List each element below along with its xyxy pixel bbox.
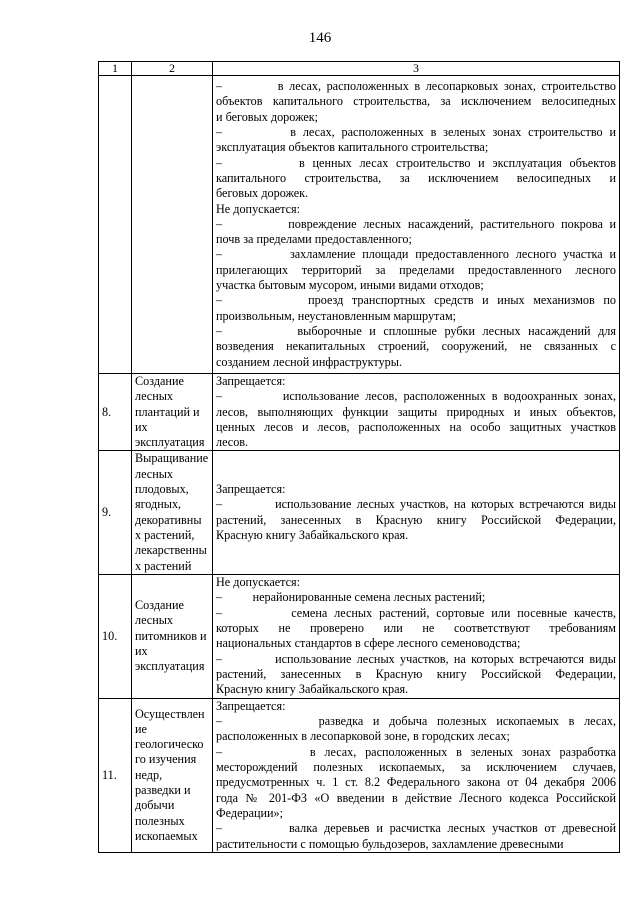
table-header-row: [99, 62, 620, 76]
row-number: 10.: [99, 574, 132, 698]
row-number: 8.: [99, 374, 132, 451]
text-line: участка бытовым мусором, иными видами отходов;: [216, 278, 484, 293]
activity-name-line: их: [135, 419, 148, 434]
text-line: – проезд транспортных средств и иных механизмов по: [216, 293, 616, 308]
text-line: лесов.: [216, 435, 249, 450]
activity-name-line: лесных: [135, 613, 174, 628]
text-line: созданием лесной инфраструктуры.: [216, 354, 403, 369]
activity-name-line: разведки и: [135, 782, 191, 797]
row-number-cell: [99, 76, 132, 374]
text-line: расположенных в лесопарковой зоне, в городских лесах;: [216, 729, 510, 744]
text-line: Запрещается:: [216, 374, 286, 388]
text-line: беговых дорожек.: [216, 186, 309, 201]
text-line: – валка деревьев и расчистка лесных участков от древесной: [216, 821, 616, 836]
activity-name-line: эксплуатация: [135, 435, 205, 450]
text-line: – разведка и добыча полезных ископаемых в лесах,: [216, 714, 616, 729]
table-row-11: [99, 698, 620, 852]
text-line: и беговых дорожек;: [216, 109, 319, 124]
text-line: – использование лесов, расположенных в водоохранных зонах,: [216, 389, 616, 404]
text-line: – нерайонированные семена лесных растений;: [216, 590, 486, 605]
activity-name-line: плантаций и: [135, 404, 200, 419]
text-line: растений, занесенных в Красную книгу Российской Федерации,: [216, 512, 616, 527]
activity-name-line: плодовых,: [135, 482, 189, 497]
activity-name-line: Выращивание: [135, 451, 209, 466]
row-number: 11.: [99, 698, 132, 852]
activity-name-line: лесных: [135, 389, 174, 404]
restrictions-cell: [213, 76, 620, 374]
page-number: 146: [308, 30, 332, 46]
text-line: эксплуатация объектов капитального строительства;: [216, 140, 489, 155]
activity-name-cell: [132, 698, 213, 852]
text-line: – захламление площади предоставленного лесного участка и: [216, 247, 616, 262]
activity-name-line: Создание: [135, 598, 184, 613]
activity-name-line: ягодных,: [135, 497, 182, 512]
text-line: года № 201-ФЗ «О введении в действие Лесного кодекса Российской: [216, 790, 616, 805]
activity-name-line: ие: [135, 721, 147, 736]
text-line: прилегающих территорий за пределами предоставленного лесного: [216, 262, 616, 277]
header-col-1: 1: [99, 62, 132, 76]
activity-name-line: ископаемых: [135, 828, 198, 843]
text-line: – семена лесных растений, сортовые или посевные качеств,: [216, 605, 616, 620]
activity-name-line: Создание: [135, 374, 184, 388]
activity-name-cell: [132, 451, 213, 574]
table-row-9: [99, 451, 620, 574]
activity-name-cell: [132, 374, 213, 451]
header-col-2: 2: [132, 62, 213, 76]
activity-name-cell: [132, 76, 213, 374]
row-number: 9.: [99, 451, 132, 574]
text-line: – в лесах, расположенных в лесопарковых зонах, строительство: [216, 79, 616, 94]
activity-name-line: недр,: [135, 767, 163, 782]
text-line: – использование лесных участков, на которых встречаются виды: [216, 497, 616, 512]
restrictions-cell: [213, 451, 620, 574]
restrictions-cell: [213, 574, 620, 698]
activity-name-line: добычи: [135, 798, 175, 813]
activity-name-line: х растений,: [135, 527, 195, 542]
text-line: Запрещается:: [216, 698, 286, 713]
text-line: Федерации»;: [216, 805, 284, 820]
text-line: – выборочные и сплошные рубки лесных насаждений для: [216, 323, 616, 338]
text-line: лесов, выполняющих функции защиты природных и иных объектов,: [216, 404, 616, 419]
activity-name-line: х растений: [135, 558, 192, 573]
table-row-10: [99, 574, 620, 698]
restrictions-table: [98, 61, 620, 853]
text-line: ценных лесов и лесов, расположенных на особо защитных участков: [216, 419, 616, 434]
text-line: предусмотренных ч. 1 ст. 8.2 Федерального закона от 04 декабря 2006: [216, 775, 616, 790]
activity-name-line: лесных: [135, 466, 174, 481]
restrictions-cell: [213, 698, 620, 852]
text-line: месторождений полезных ископаемых, за исключением случаев,: [216, 760, 616, 775]
activity-name-line: декоративны: [135, 512, 202, 527]
activity-name-line: их: [135, 644, 148, 658]
text-line: Не допускается:: [216, 575, 301, 590]
text-line: Не допускается:: [216, 201, 301, 216]
text-line: растительности с помощью бульдозеров, захламление древесными: [216, 836, 564, 851]
header-col-3: 3: [213, 62, 620, 76]
text-line: Запрещается:: [216, 482, 286, 497]
text-line: объектов капитального строительства, за исключением велосипедных: [216, 94, 616, 109]
text-line: – повреждение лесных насаждений, растительного покрова и: [216, 216, 616, 231]
text-line: – использование лесных участков, на которых встречаются виды: [216, 651, 616, 666]
text-line: Красную книгу Забайкальского края.: [216, 527, 409, 542]
activity-name-line: лекарственны: [135, 543, 207, 558]
activity-name-line: Осуществлен: [135, 706, 205, 721]
activity-name-line: го изучения: [135, 752, 197, 767]
text-line: которых не проверено или не соответствуют требованиям: [216, 621, 616, 636]
text-line: национальных стандартов в сфере лесного семеноводства;: [216, 636, 521, 651]
text-line: почв за пределами предоставленного;: [216, 232, 412, 247]
text-line: растений, занесенных в Красную книгу Российской Федерации,: [216, 666, 616, 681]
text-line: капитального строительства, за исключением велосипедных и: [216, 170, 616, 185]
restrictions-cell: [213, 374, 620, 451]
activity-name-line: эксплуатация: [135, 659, 205, 674]
text-line: – в ценных лесах строительство и эксплуатация объектов: [216, 155, 616, 170]
text-line: возведения некапитальных строений, сооружений, не связанных с: [216, 339, 616, 354]
activity-name-line: полезных: [135, 813, 185, 828]
text-line: Красную книгу Забайкальского края.: [216, 682, 409, 697]
text-line: – в лесах, расположенных в зеленых зонах разработка: [216, 744, 616, 759]
table-row-8: [99, 374, 620, 451]
text-line: произвольным, неустановленным маршрутам;: [216, 308, 457, 323]
activity-name-cell: [132, 574, 213, 698]
table-row-continued: [99, 76, 620, 374]
text-line: – в лесах, расположенных в зеленых зонах строительство и: [216, 125, 616, 140]
activity-name-line: питомников и: [135, 628, 207, 643]
activity-name-line: геологическо: [135, 737, 204, 752]
